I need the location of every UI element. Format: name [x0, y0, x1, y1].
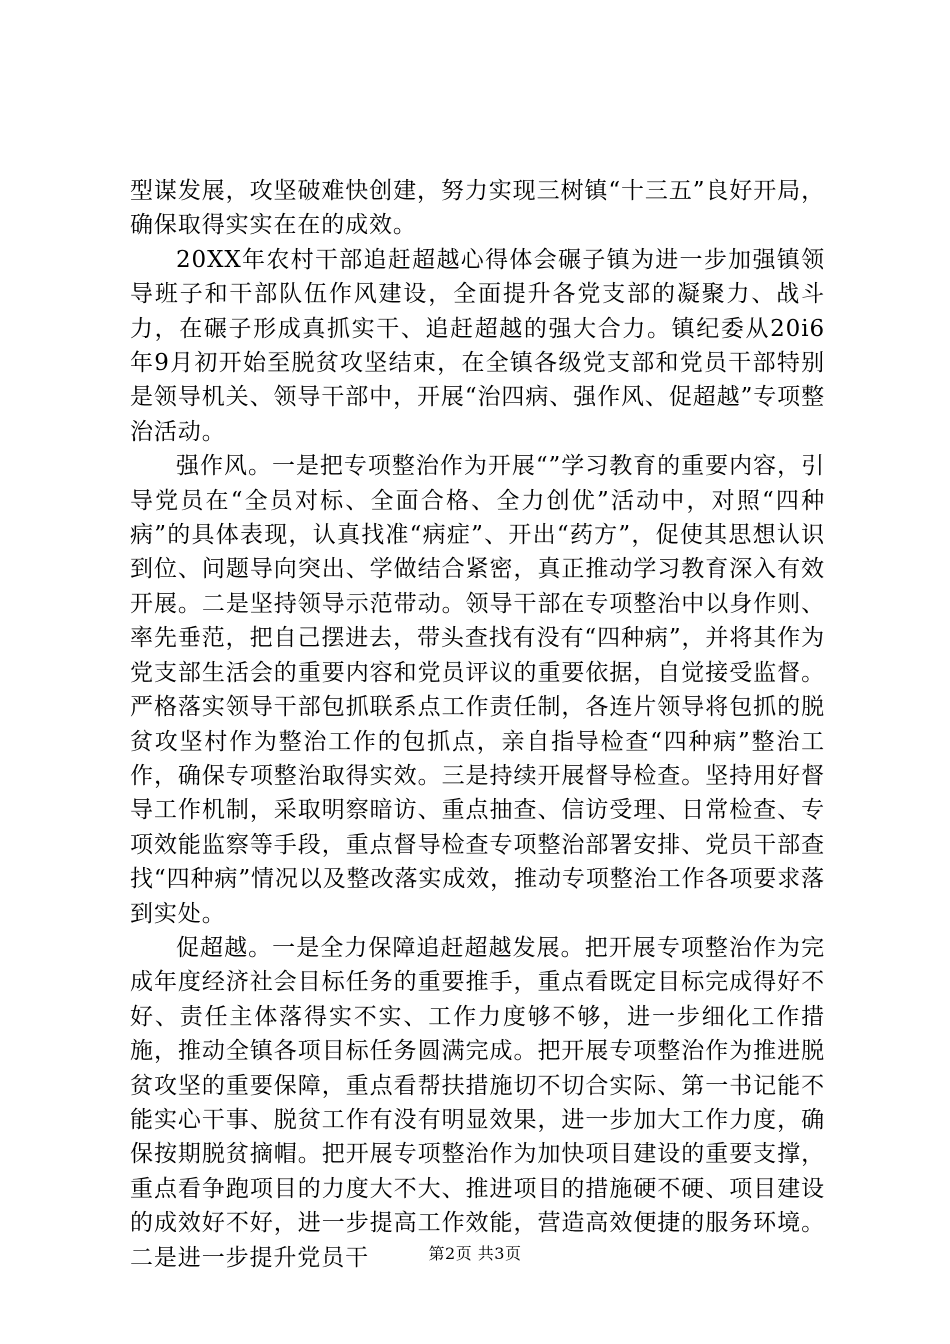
document-body: [130, 174, 825, 1275]
paragraph-intro: 20XX年农村干部追赶超越心得体会碾子镇为进一步加强镇领导班子和干部队伍作风建设，全面提升各党支部的凝聚力、战斗力，在碾子形成真抓实干、追赶超越的强大合力。镇纪委从20i6年9月初开始至脱贫攻坚结束，在全镇各级党支部和党员干部特别是领导机关、领导干部中，开展“治四病、强作风、促超越”专项整治活动。: [130, 246, 825, 445]
page-number-footer: 第2页 共3页: [428, 1244, 522, 1263]
paragraph-promote-surpass: 促超越。一是全力保障追赶超越发展。把开展专项整治作为完成年度经济社会目标任务的重要推手，重点看既定目标完成得好不好、责任主体落得实不实、工作力度够不够，进一步细化工作措施，推动全镇各项目标任务圆满完成。把开展专项整治作为推进脱贫攻坚的重要保障，重点看帮扶措施切不切合实际、第一书记能不能实心干事、脱贫工作有没有明显效果，进一步加大工作力度，确保按期脱贫摘帽。把开展专项整治作为加快项目建设的重要支撑，重点看争跑项目的力度大不大、推进项目的措施硬不硬、项目建设的成效好不好，进一步提高工作效能，营造高效便捷的服务环境。二是进一步提升党员干: [130, 934, 825, 1271]
paragraph-strengthen-style: 强作风。一是把专项整治作为开展“”学习教育的重要内容，引导党员在“全员对标、全面合格、全力创优”活动中，对照“四种病”的具体表现，认真找准“病症”、开出“药方”，促使其思想认识到位、问题导向突出、学做结合紧密，真正推动学习教育深入有效开展。二是坚持领导示范带动。领导干部在专项整治中以身作则、率先垂范，把自己摆进去，带头查找有没有“四种病”，并将其作为党支部生活会的重要内容和党员评议的重要依据，自觉接受监督。严格落实领导干部包抓联系点工作责任制，各连片领导将包抓的脱贫攻坚村作为整治工作的包抓点，亲自指导检查“四种病”整治工作，确保专项整治取得实效。三是持续开展督导检查。坚持用好督导工作机制，采取明察暗访、重点抽查、信访受理、日常检查、专项效能监察等手段，重点督导检查专项整治部署安排、党员干部查找“四种病”情况以及整改落实成效，推动专项整治工作各项要求落到实处。: [130, 453, 825, 927]
paragraph-continuation: 型谋发展，攻坚破难快创建，努力实现三树镇“十三五”良好开局，确保取得实实在在的成效。: [130, 178, 825, 239]
